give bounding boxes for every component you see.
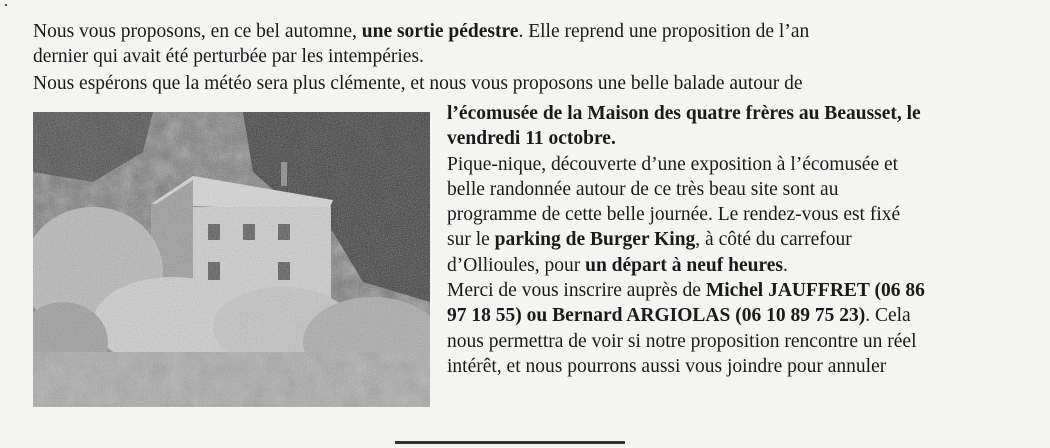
ecomuseum-photo [33,112,430,407]
contact-jauffret: Michel JAUFFRET (06 86 [705,280,925,302]
intro-line-2: dernier qui avait été perturbée par les intempéries. [33,46,424,67]
intro-text: Nous vous proposons, en ce bel automne, [33,21,362,42]
detail-line-1: Pique-nique, découverte d’une exposition à l’écomusée et [447,153,899,175]
bottom-divider [395,441,625,444]
detail-line-2: belle randonnée autour de ce très beau site sont au [447,178,839,200]
detail-line-7: 97 18 55) ou Bernard ARGIOLAS (06 10 89 75 23). Cela [447,305,911,327]
detail-line-3: programme de cette belle journée. Le rendez-vous est fixé [447,204,901,226]
contact-argiolas: 97 18 55) ou Bernard ARGIOLAS (06 10 89 75 23) [447,305,866,327]
meeting-place: parking de Burger King [494,229,696,251]
intro-line-3: Nous espérons que la météo sera plus clémente, et nous vous proposons une belle balade autour de [33,73,803,94]
location-line-2: vendredi 11 octobre. [447,128,616,150]
detail-line-6: Merci de vous inscrire auprès de Michel JAUFFRET (06 86 [447,280,925,302]
detail-line-5: d’Ollioules, pour un départ à neuf heures. [447,254,788,276]
scan-speck [5,4,7,6]
detail-line-9: intérêt, et nous pourrons aussi vous joindre pour annuler [447,355,887,377]
intro-line-1 [33,20,809,43]
location-line-1: l’écomusée de la Maison des quatre frères au Beausset, le [447,103,921,124]
departure-time: un départ à neuf heures [585,254,784,276]
detail-line-8: nous permettra de voir si notre proposition rencontre un réel [447,330,917,352]
outing-highlight: une sortie pédestre [361,21,519,42]
event-details [447,101,1027,379]
intro-text: . Elle reprend une proposition de l’an [518,21,810,42]
detail-line-4: sur le parking de Burger King, à côté du carrefour [447,229,852,251]
